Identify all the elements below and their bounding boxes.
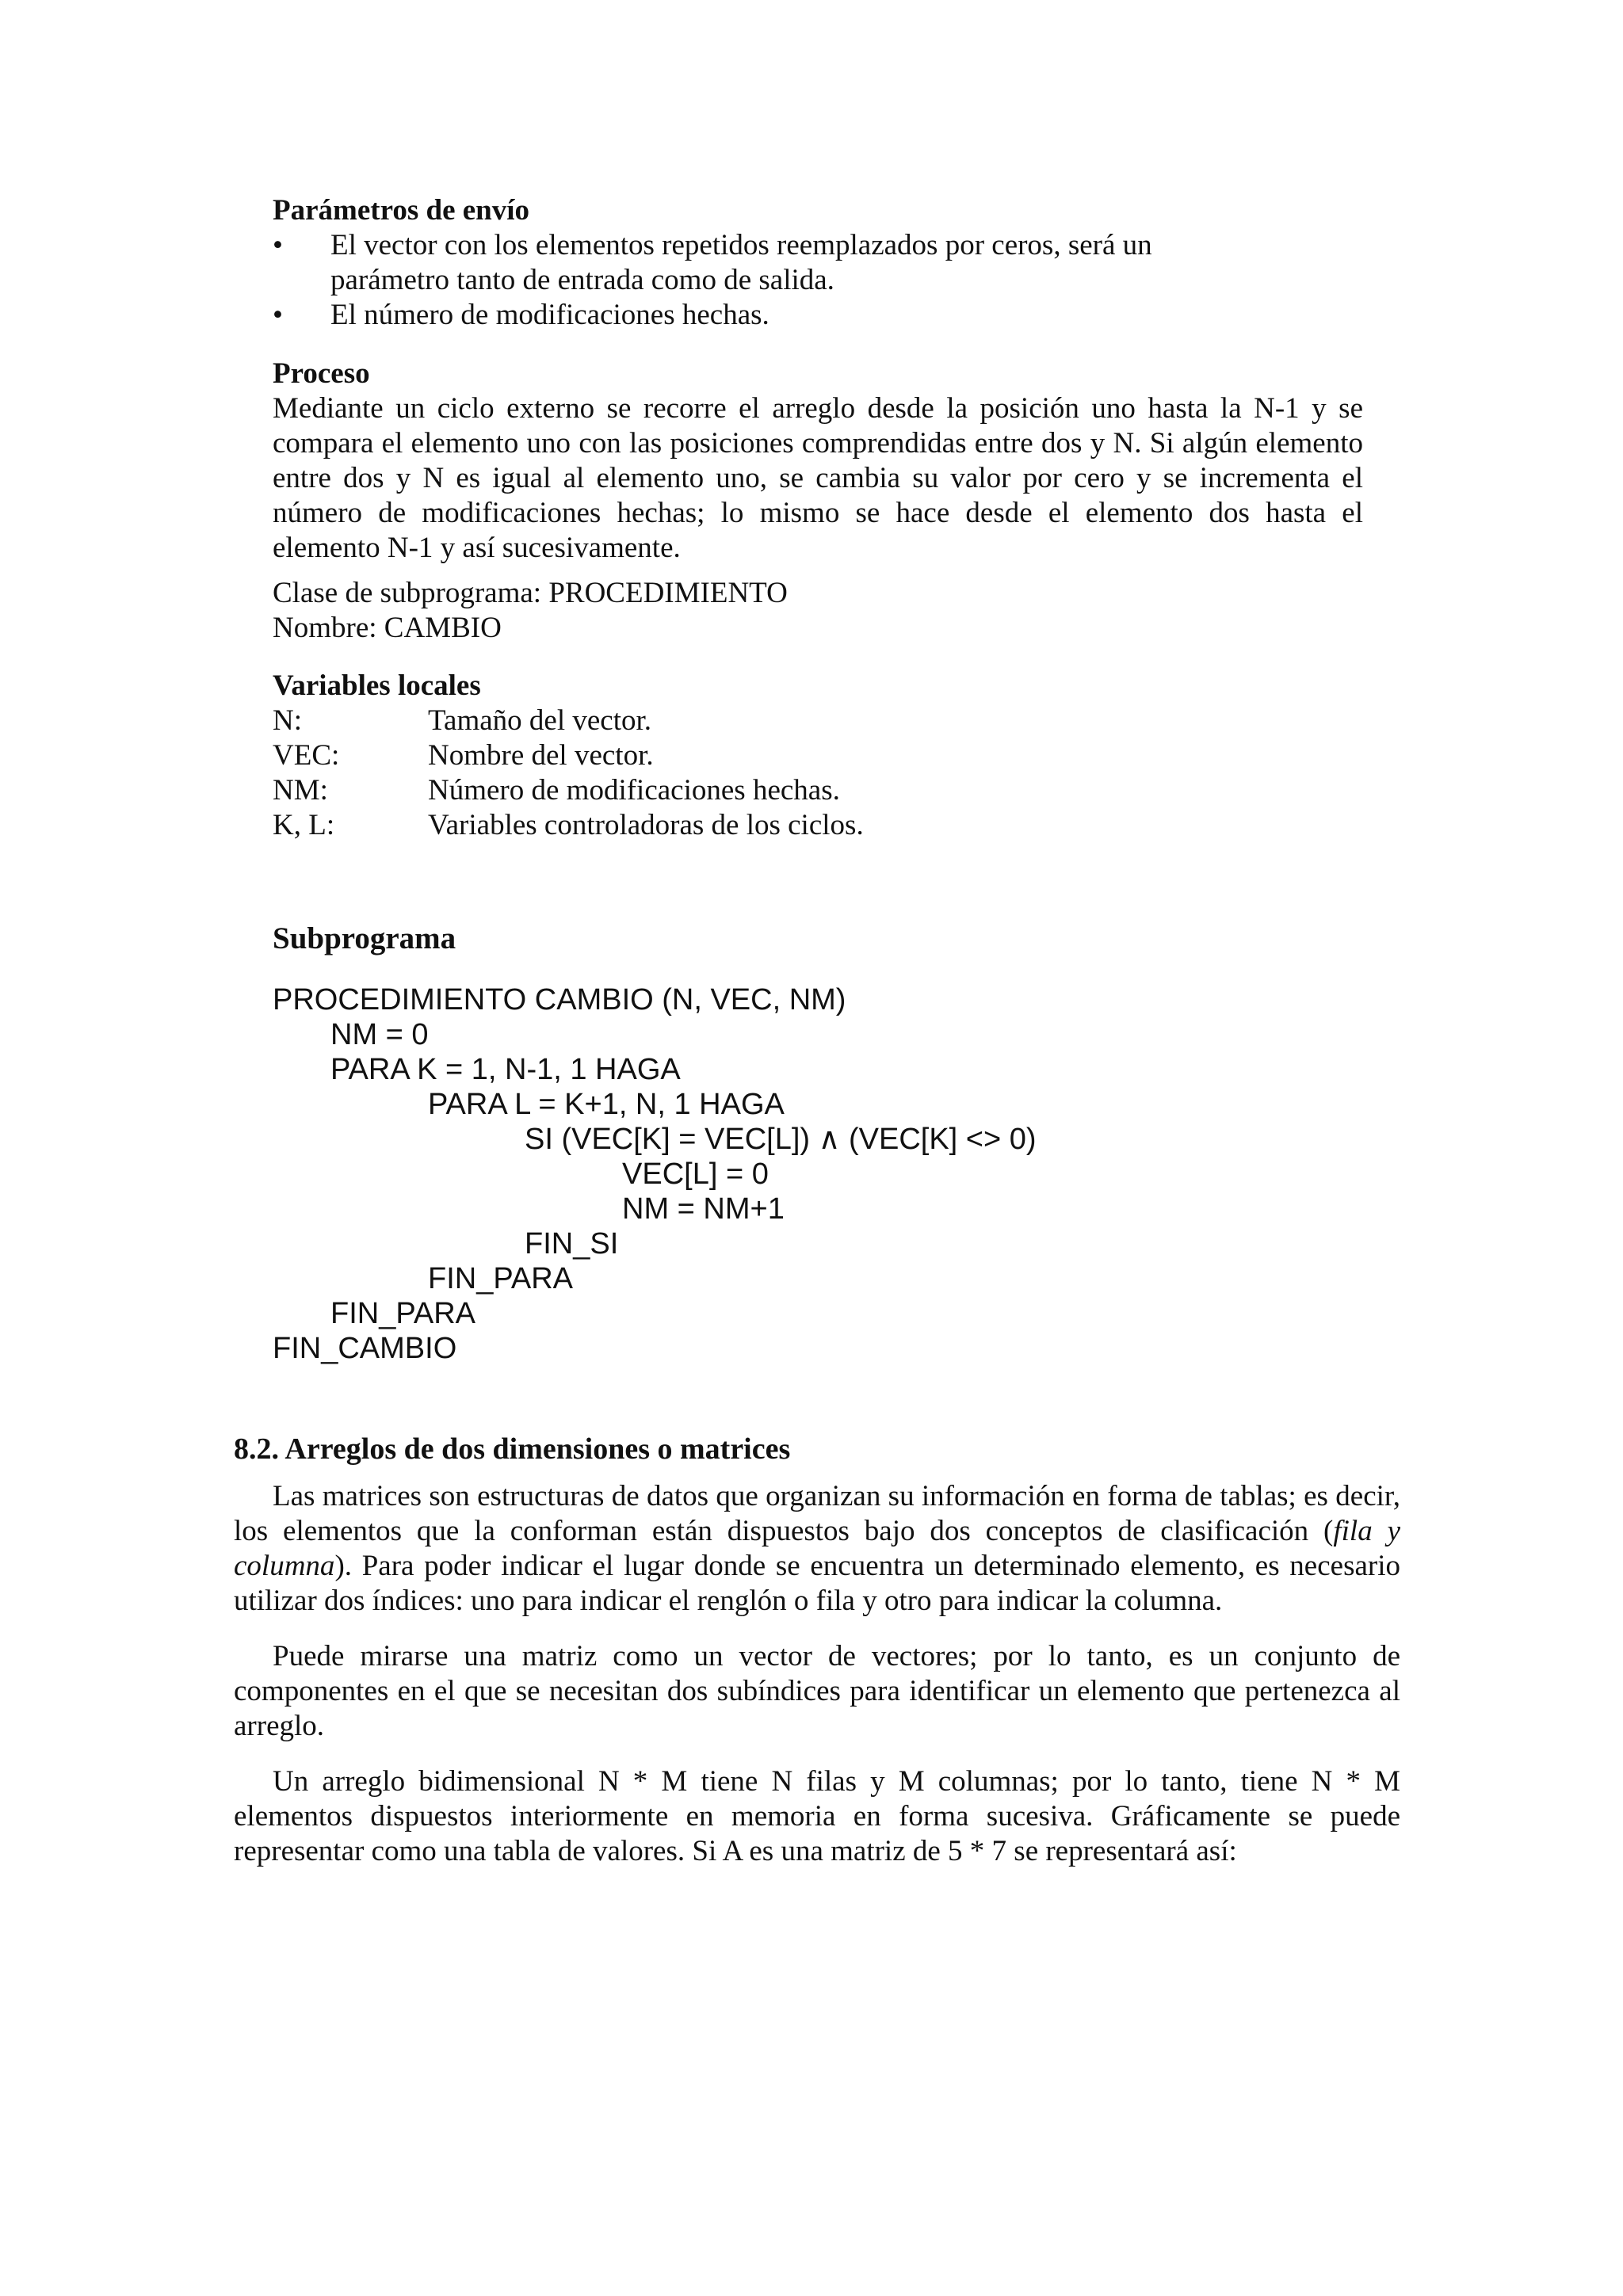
variable-row — [273, 704, 1363, 738]
bullet-text: El número de modificaciones hechas. — [330, 299, 769, 331]
clase-subprograma: Clase de subprograma: PROCEDIMIENTO — [273, 577, 788, 609]
proceso-block — [273, 357, 1363, 566]
variable-name: N: — [273, 704, 302, 737]
section-paragraph-2: Puede mirarse una matriz como un vector de vectores; por lo tanto, es un conjunto de componentes en el que se necesitan dos subíndices para identificar un elemento que pertenezca al arreglo. — [234, 1640, 1400, 1742]
bullet-text: El vector con los elementos repetidos reemplazados por ceros, será un — [330, 229, 1152, 261]
parametros-envio-block — [273, 193, 1363, 333]
parametros-envio-heading: Parámetros de envío — [273, 194, 530, 227]
code-line: PARA K = 1, N-1, 1 HAGA — [330, 1053, 681, 1086]
proceso-heading: Proceso — [273, 357, 370, 390]
variable-description: Número de modificaciones hechas. — [428, 774, 840, 807]
variable-description: Nombre del vector. — [428, 739, 654, 772]
section-paragraph-3: Un arreglo bidimensional N * M tiene N filas y M columnas; por lo tanto, tiene N * M elementos dispuestos interiormente en memoria en forma sucesiva. Gráficamente se puede representar como una tabla de valores. Si A es una matriz de 5 * 7 se representará así: — [234, 1765, 1400, 1867]
paragraph-emphasis: fila y columna — [234, 1515, 1400, 1582]
bullet-symbol: • — [273, 229, 283, 261]
variable-name: VEC: — [273, 739, 340, 772]
section-paragraph-1 — [234, 1479, 1400, 1619]
subprograma-heading: Subprograma — [273, 921, 456, 955]
proceso-paragraph: Mediante un ciclo externo se recorre el arreglo desde la posición uno hasta la N-1 y se compara el elemento uno con las posiciones comprendidas entre dos y N. Si algún elemento entre dos y N es igual al elemento uno, se cambia su valor por cero y se incrementa el número de modificaciones hechas; lo mismo se hace desde el elemento dos hasta el elemento N-1 y así sucesivamente. — [273, 392, 1363, 564]
bullet-item — [273, 298, 1363, 333]
variables-locales-heading: Variables locales — [273, 669, 481, 702]
paragraph-text: Las matrices son estructuras de datos que organizan su información en forma de tablas; es decir, los elementos que la conforman están dispuestos bajo dos conceptos de clasificación ( — [234, 1480, 1400, 1547]
section-heading: 8.2. Arreglos de dos dimensiones o matrices — [234, 1432, 791, 1466]
variable-description: Variables controladoras de los ciclos. — [428, 809, 864, 841]
code-line: FIN_PARA — [330, 1297, 476, 1330]
code-line: NM = 0 — [330, 1018, 429, 1051]
subprograma-block — [273, 921, 1363, 956]
code-line: PROCEDIMIENTO CAMBIO (N, VEC, NM) — [273, 983, 846, 1016]
variable-name: K, L: — [273, 809, 335, 841]
section-8-2 — [234, 1432, 1400, 1869]
clase-block — [273, 576, 1363, 646]
code-line: VEC[L] = 0 — [622, 1158, 769, 1191]
variable-row — [273, 808, 1363, 843]
variables-locales-block — [273, 669, 1363, 843]
bullet-item — [273, 228, 1363, 263]
variable-row — [273, 738, 1363, 773]
variable-name: NM: — [273, 774, 328, 807]
nombre-subprograma: Nombre: CAMBIO — [273, 612, 502, 644]
variable-row — [273, 773, 1363, 808]
code-line: FIN_SI — [525, 1227, 619, 1261]
bullet-continuation: parámetro tanto de entrada como de salida. — [330, 264, 834, 296]
code-line: FIN_CAMBIO — [273, 1332, 457, 1365]
code-line: FIN_PARA — [428, 1262, 574, 1295]
code-line: NM = NM+1 — [622, 1192, 785, 1226]
code-line: PARA L = K+1, N, 1 HAGA — [428, 1088, 785, 1121]
paragraph-text: ). Para poder indicar el lugar donde se encuentra un determinado elemento, es necesario utilizar dos índices: uno para indicar el renglón o fila y otro para indicar la columna. — [234, 1550, 1400, 1617]
pseudocode-block — [273, 982, 1037, 1366]
bullet-symbol: • — [273, 299, 283, 331]
code-line: SI (VEC[K] = VEC[L]) ∧ (VEC[K] <> 0) — [525, 1123, 1037, 1156]
variable-description: Tamaño del vector. — [428, 704, 651, 737]
